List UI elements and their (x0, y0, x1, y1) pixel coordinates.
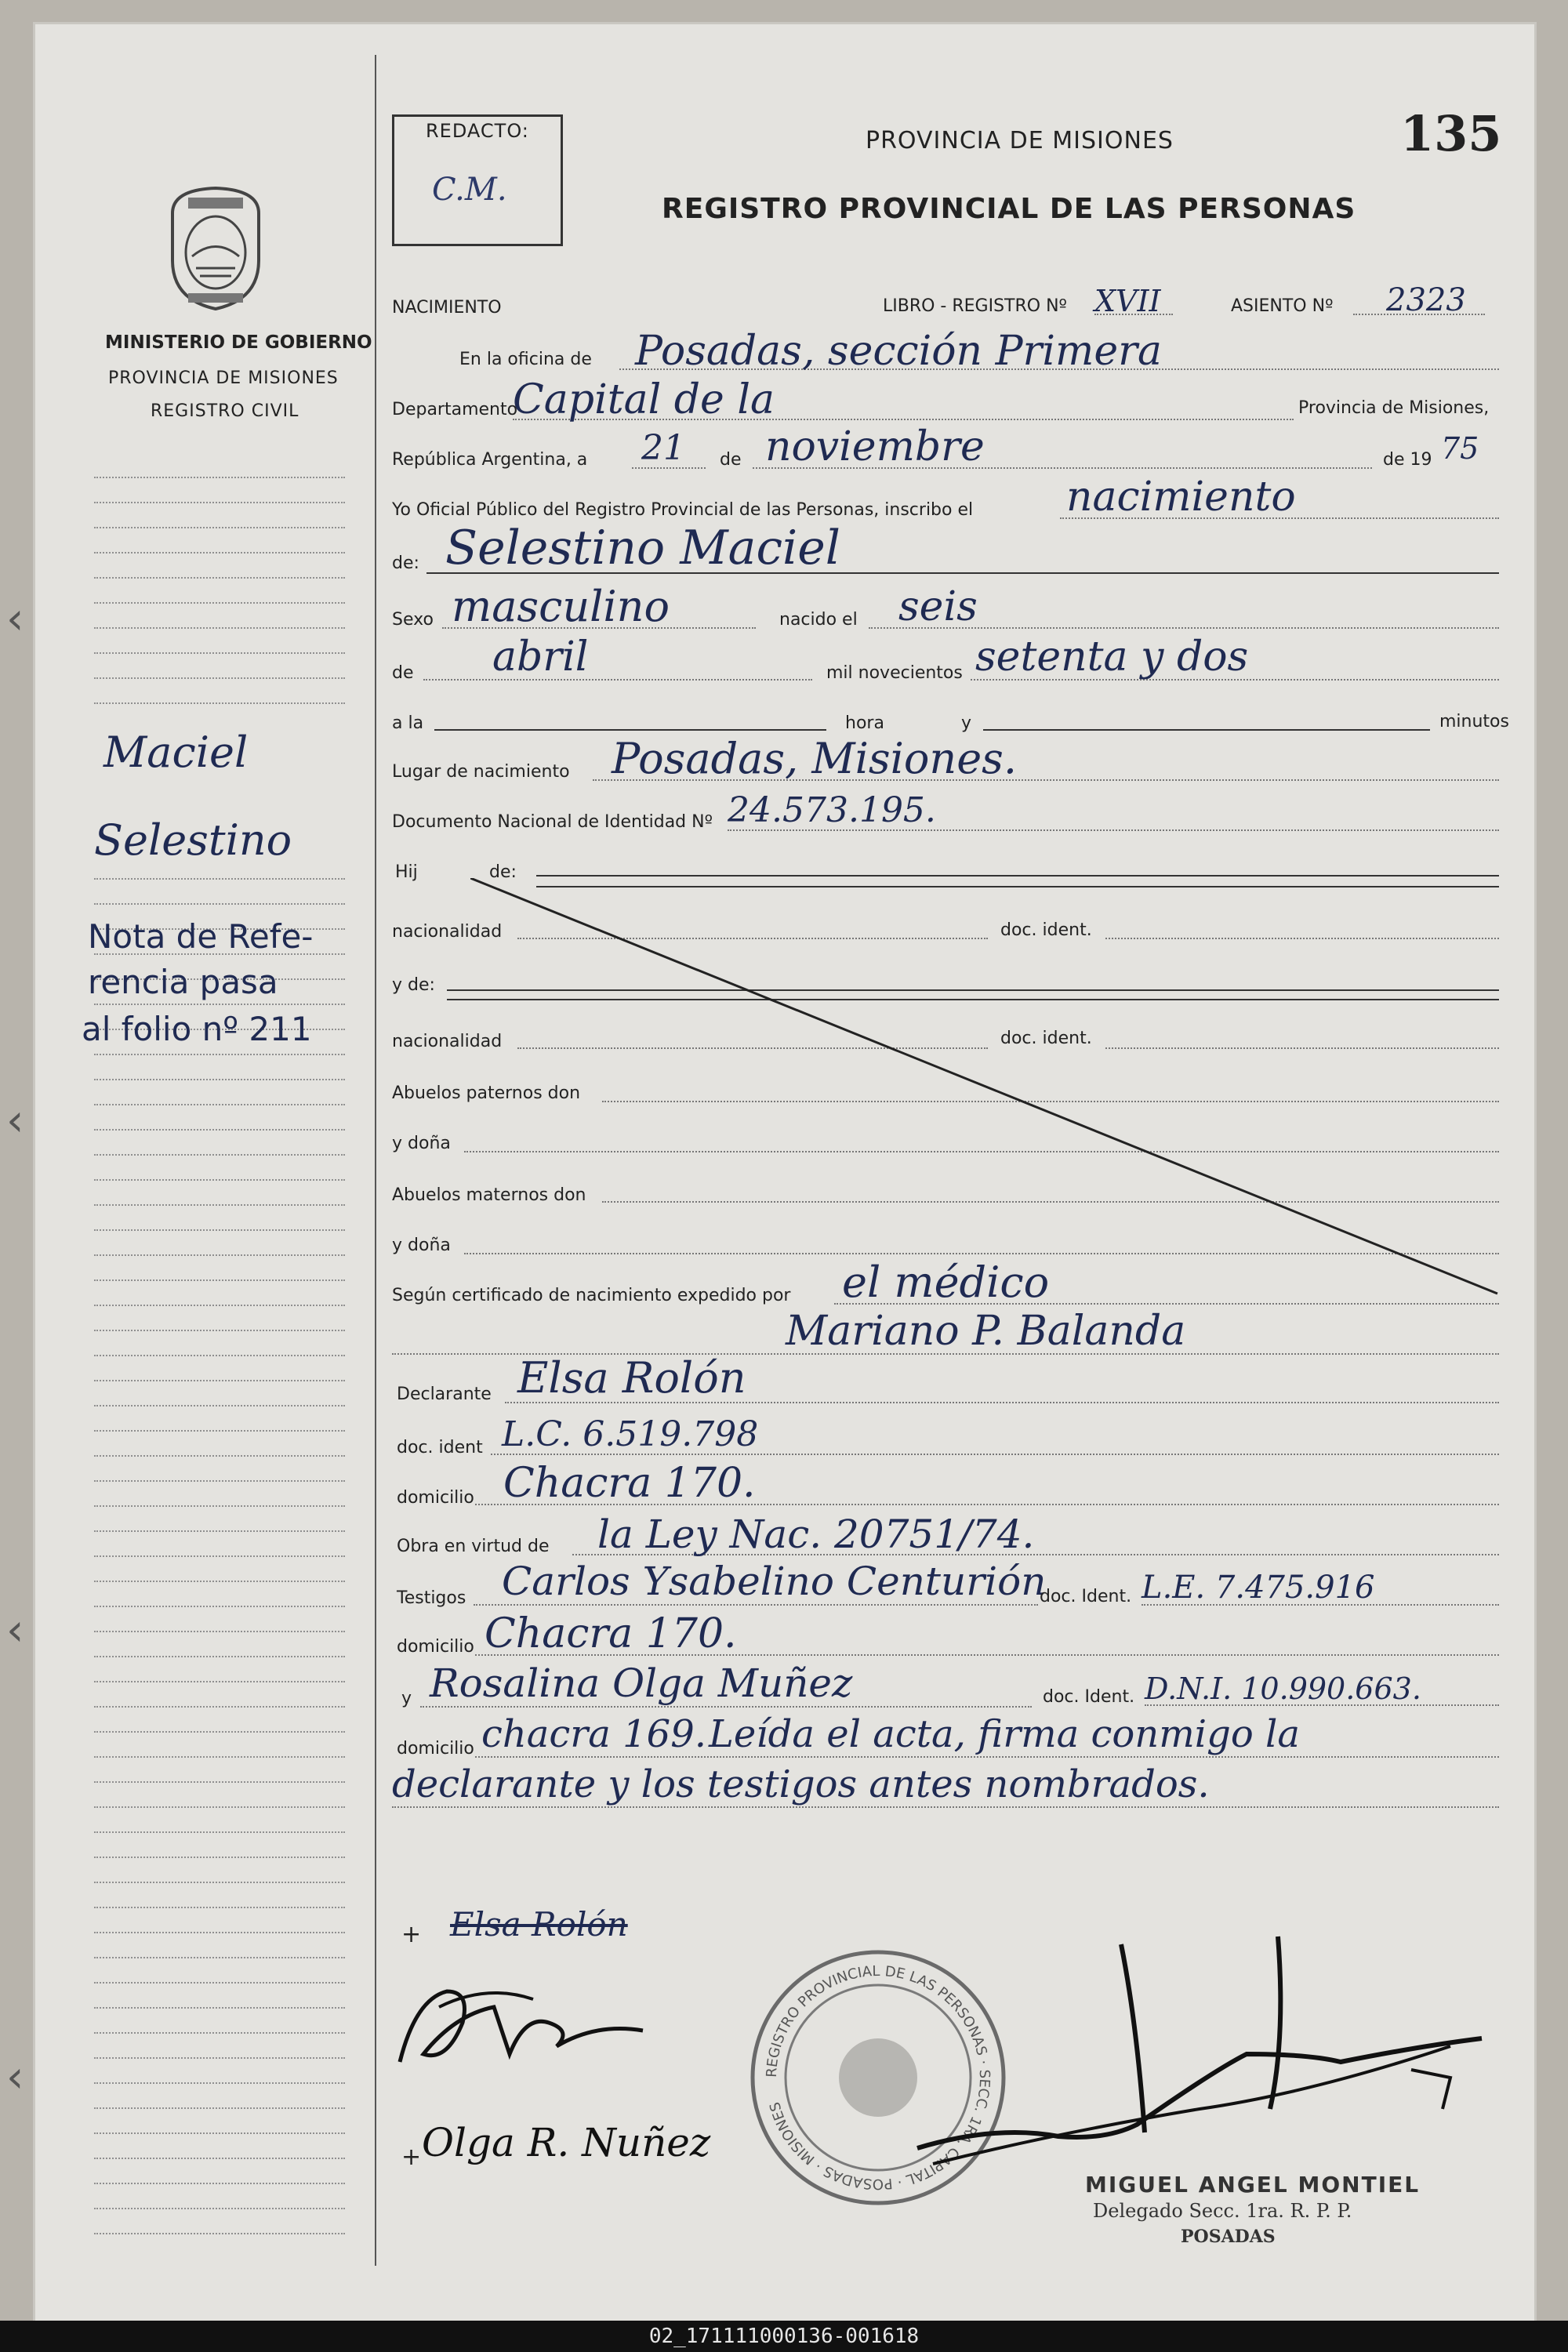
docident-label: doc. ident. (1000, 920, 1092, 940)
margin-ruled-line (94, 1330, 345, 1331)
domicilio3-label: domicilio (397, 1739, 474, 1759)
testigo2-doc: D.N.I. 10.990.663. (1145, 1671, 1421, 1706)
de-label: de (720, 450, 742, 470)
libro-value: XVII (1094, 284, 1161, 318)
dni-label: Documento Nacional de Identidad Nº (392, 812, 713, 832)
margin-ruled-line (94, 1179, 345, 1181)
margin-ruled-line (94, 1781, 345, 1783)
margin-ruled-line (94, 577, 345, 579)
hij-label: Hij (395, 862, 418, 882)
provincial-seal-icon (157, 182, 274, 314)
sig-mark: + (401, 2143, 422, 2171)
declarante-doc: L.C. 6.519.798 (502, 1414, 759, 1454)
margin-divider (375, 55, 376, 2266)
margin-note-line1: Nota de Refe- (88, 917, 314, 956)
margin-ruled-line (94, 552, 345, 554)
docident2-label: doc. ident. (1000, 1029, 1092, 1048)
official-city: POSADAS (1181, 2227, 1276, 2247)
domicilio-label: domicilio (397, 1488, 474, 1508)
margin-ruled-line (94, 652, 345, 654)
nacionalidad2-label: nacionalidad (392, 1032, 503, 1051)
sexo-label: Sexo (392, 610, 434, 630)
margin-ruled-line (94, 1455, 345, 1457)
redacto-label: REDACTO: (426, 120, 529, 142)
margin-ruled-line (94, 903, 345, 905)
hora-label: hora (845, 713, 884, 733)
stamp-text: REGISTRO PROVINCIAL DE LAS PERSONAS · SECC. 1RA. CAPITAL · POSADAS · MISIONES (763, 1962, 993, 2193)
inscribo-value: nacimiento (1066, 474, 1296, 521)
minutos-label: minutos (1439, 712, 1509, 731)
republica-label: República Argentina, a (392, 450, 588, 470)
margin-ruled-line (94, 1806, 345, 1808)
image-caption: 02_171111000136-001618 (0, 2321, 1568, 2352)
dia-value: 21 (641, 428, 685, 468)
declarante-domicilio: Chacra 170. (503, 1460, 756, 1507)
anio-value: 75 (1441, 431, 1479, 466)
sexo-value: masculino (452, 582, 670, 631)
dona-paterna-label: y doña (392, 1134, 451, 1153)
margin-ruled-line (94, 1857, 345, 1858)
dona-materna-label: y doña (392, 1236, 451, 1255)
official-title: Delegado Secc. 1ra. R. P. P. (1093, 2200, 1352, 2222)
signature-declarante: Elsa Rolón (450, 1905, 628, 1944)
signature-testigo1-scribble (392, 1968, 659, 2085)
mes-value: noviembre (765, 423, 985, 470)
margin-ruled-line (94, 1004, 345, 1005)
margin-ruled-line (94, 2032, 345, 2034)
ala-label: a la (392, 713, 424, 733)
margin-ruled-line (94, 1279, 345, 1281)
margin-ruled-line (94, 627, 345, 629)
docident3-label: doc. ident (397, 1438, 483, 1457)
domicilio2-label: domicilio (397, 1637, 474, 1657)
de-nombre-label: de: (392, 554, 419, 573)
y2-label: y (401, 1689, 412, 1708)
cancel-diagonal-line (470, 878, 1505, 1301)
dni-value: 24.573.195. (728, 790, 936, 830)
sig-mark: + (401, 1921, 422, 1948)
libro-label: LIBRO - REGISTRO Nº (883, 296, 1067, 316)
mes-nac-value: abril (492, 633, 589, 681)
margin-ruled-line (94, 1606, 345, 1607)
nacimiento-label: NACIMIENTO (392, 298, 502, 318)
margin-ruled-line (94, 1907, 345, 1908)
margin-ruled-line (94, 2183, 345, 2184)
departamento-value: Capital de la (513, 376, 775, 423)
margin-ruled-line (94, 2057, 345, 2059)
docident4-label: doc. Ident. (1040, 1587, 1132, 1606)
docident5-label: doc. Ident. (1043, 1687, 1135, 1707)
emblem-province: PROVINCIA DE MISIONES (108, 368, 339, 388)
margin-ruled-line (94, 1480, 345, 1482)
margin-ruled-line (94, 2158, 345, 2159)
declarante-value: Elsa Rolón (517, 1353, 746, 1403)
binder-hole: ‹ (6, 1605, 24, 1656)
margin-ruled-line (94, 1104, 345, 1105)
margin-ruled-line (94, 1581, 345, 1582)
margin-ruled-line (94, 1656, 345, 1657)
oficina-label: En la oficina de (459, 350, 592, 369)
emblem-office: REGISTRO CIVIL (151, 401, 299, 421)
medico-value: Mariano P. Balanda (786, 1308, 1186, 1355)
margin-ruled-line (94, 1932, 345, 1933)
margin-ruled-line (94, 2107, 345, 2109)
margin-ruled-line (94, 1505, 345, 1507)
binder-hole: ‹ (6, 2052, 24, 2103)
binder-hole: ‹ (6, 593, 24, 644)
margin-ruled-line (94, 1380, 345, 1381)
lugar-value: Posadas, Misiones. (612, 734, 1018, 783)
margin-ruled-line (94, 1706, 345, 1708)
mil-value: setenta y dos (975, 633, 1249, 681)
margin-ruled-line (94, 527, 345, 528)
margin-ruled-line (94, 1756, 345, 1758)
margin-ruled-line (94, 1079, 345, 1080)
margin-ruled-line (94, 1831, 345, 1833)
anio-label: de 19 (1383, 450, 1432, 470)
margin-ruled-line (94, 1681, 345, 1682)
margin-ruled-line (94, 502, 345, 503)
testigo2-domicilio: chacra 169. (481, 1712, 706, 1756)
de-mes-label: de (392, 663, 414, 683)
asiento-value: 2323 (1386, 282, 1466, 318)
binder-holes (0, 0, 31, 2352)
signature-official-scribble (902, 1929, 1513, 2180)
margin-ruled-line (94, 1204, 345, 1206)
margin-ruled-line (94, 1054, 345, 1055)
obra-label: Obra en virtud de (397, 1537, 550, 1556)
testigo1-value: Carlos Ysabelino Centurión (502, 1559, 1047, 1604)
signature-testigo2: Olga R. Nuñez (422, 2120, 711, 2165)
folio-number: 135 (1400, 105, 1502, 162)
oficial-text: Yo Oficial Público del Registro Provincial de las Personas, inscribo el (392, 500, 974, 520)
registry-title: REGISTRO PROVINCIAL DE LAS PERSONAS (662, 193, 1356, 225)
margin-ruled-line (94, 2007, 345, 2009)
departamento-label: Departamento (392, 400, 518, 419)
certificado-label: Según certificado de nacimiento expedido por (392, 1286, 791, 1305)
certificado-value: el médico (842, 1258, 1050, 1307)
redacto-box (392, 114, 563, 246)
margin-ruled-line (94, 1254, 345, 1256)
margin-ruled-line (94, 2132, 345, 2134)
abuelos-maternos-label: Abuelos maternos don (392, 1185, 586, 1205)
margin-ruled-line (94, 702, 345, 704)
margin-note-line3: al folio nº 211 (82, 1010, 312, 1048)
margin-ruled-line (94, 1555, 345, 1557)
oficina-value: Posadas, sección Primera (635, 328, 1162, 375)
declarante-label: Declarante (397, 1385, 492, 1404)
mil-label: mil novecientos (826, 663, 963, 683)
margin-ruled-line (94, 878, 345, 880)
margin-ruled-line (94, 1154, 345, 1156)
lugar-label: Lugar de nacimiento (392, 762, 570, 782)
margin-ruled-line (94, 1731, 345, 1733)
margin-ruled-line (94, 1957, 345, 1958)
provincia-label: Provincia de Misiones, (1298, 398, 1490, 418)
ministry-name: MINISTERIO DE GOBIERNO (105, 332, 372, 353)
margin-ruled-line (94, 677, 345, 679)
margin-ruled-line (94, 1305, 345, 1306)
header-province: PROVINCIA DE MISIONES (866, 127, 1174, 154)
testigo1-domicilio: Chacra 170. (485, 1610, 737, 1657)
margin-ruled-line (94, 1530, 345, 1532)
margin-given-name: Selestino (94, 815, 292, 865)
testigos-label: Testigos (397, 1588, 466, 1608)
abuelos-paternos-label: Abuelos paternos don (392, 1083, 581, 1103)
testigo2-value: Rosalina Olga Muñez (430, 1661, 853, 1706)
margin-ruled-line (94, 1129, 345, 1131)
margin-ruled-line (94, 1982, 345, 1984)
margin-ruled-line (94, 2082, 345, 2084)
margin-ruled-line (94, 2208, 345, 2209)
margin-ruled-line (94, 1631, 345, 1632)
margin-note-line2: rencia pasa (88, 963, 278, 1001)
nacido-label: nacido el (779, 610, 858, 630)
testigo1-doc: L.E. 7.475.916 (1142, 1570, 1375, 1606)
yde-label: y de: (392, 975, 435, 995)
official-name: MIGUEL ANGEL MONTIEL (1085, 2172, 1421, 2198)
binder-hole: ‹ (6, 1095, 24, 1146)
margin-ruled-line (94, 1355, 345, 1356)
asiento-label: ASIENTO Nº (1231, 296, 1334, 316)
nombre-value: Selestino Maciel (445, 521, 840, 575)
nacionalidad-label: nacionalidad (392, 922, 503, 942)
closing-line1: Leída el acta, firma conmigo la (709, 1712, 1300, 1756)
margin-ruled-line (94, 1405, 345, 1406)
y-label: y (961, 713, 972, 733)
de-padre-label: de: (489, 862, 517, 882)
obra-value: la Ley Nac. 20751/74. (597, 1512, 1035, 1557)
redacto-initials: C.M. (432, 172, 507, 208)
nacido-value: seis (898, 583, 978, 630)
margin-ruled-line (94, 2233, 345, 2234)
margin-ruled-line (94, 602, 345, 604)
margin-ruled-line (94, 1430, 345, 1432)
margin-ruled-line (94, 477, 345, 478)
margin-ruled-line (94, 1882, 345, 1883)
margin-ruled-line (94, 1229, 345, 1231)
closing-line2: declarante y los testigos antes nombrados. (392, 1762, 1210, 1806)
margin-surname: Maciel (103, 728, 249, 777)
